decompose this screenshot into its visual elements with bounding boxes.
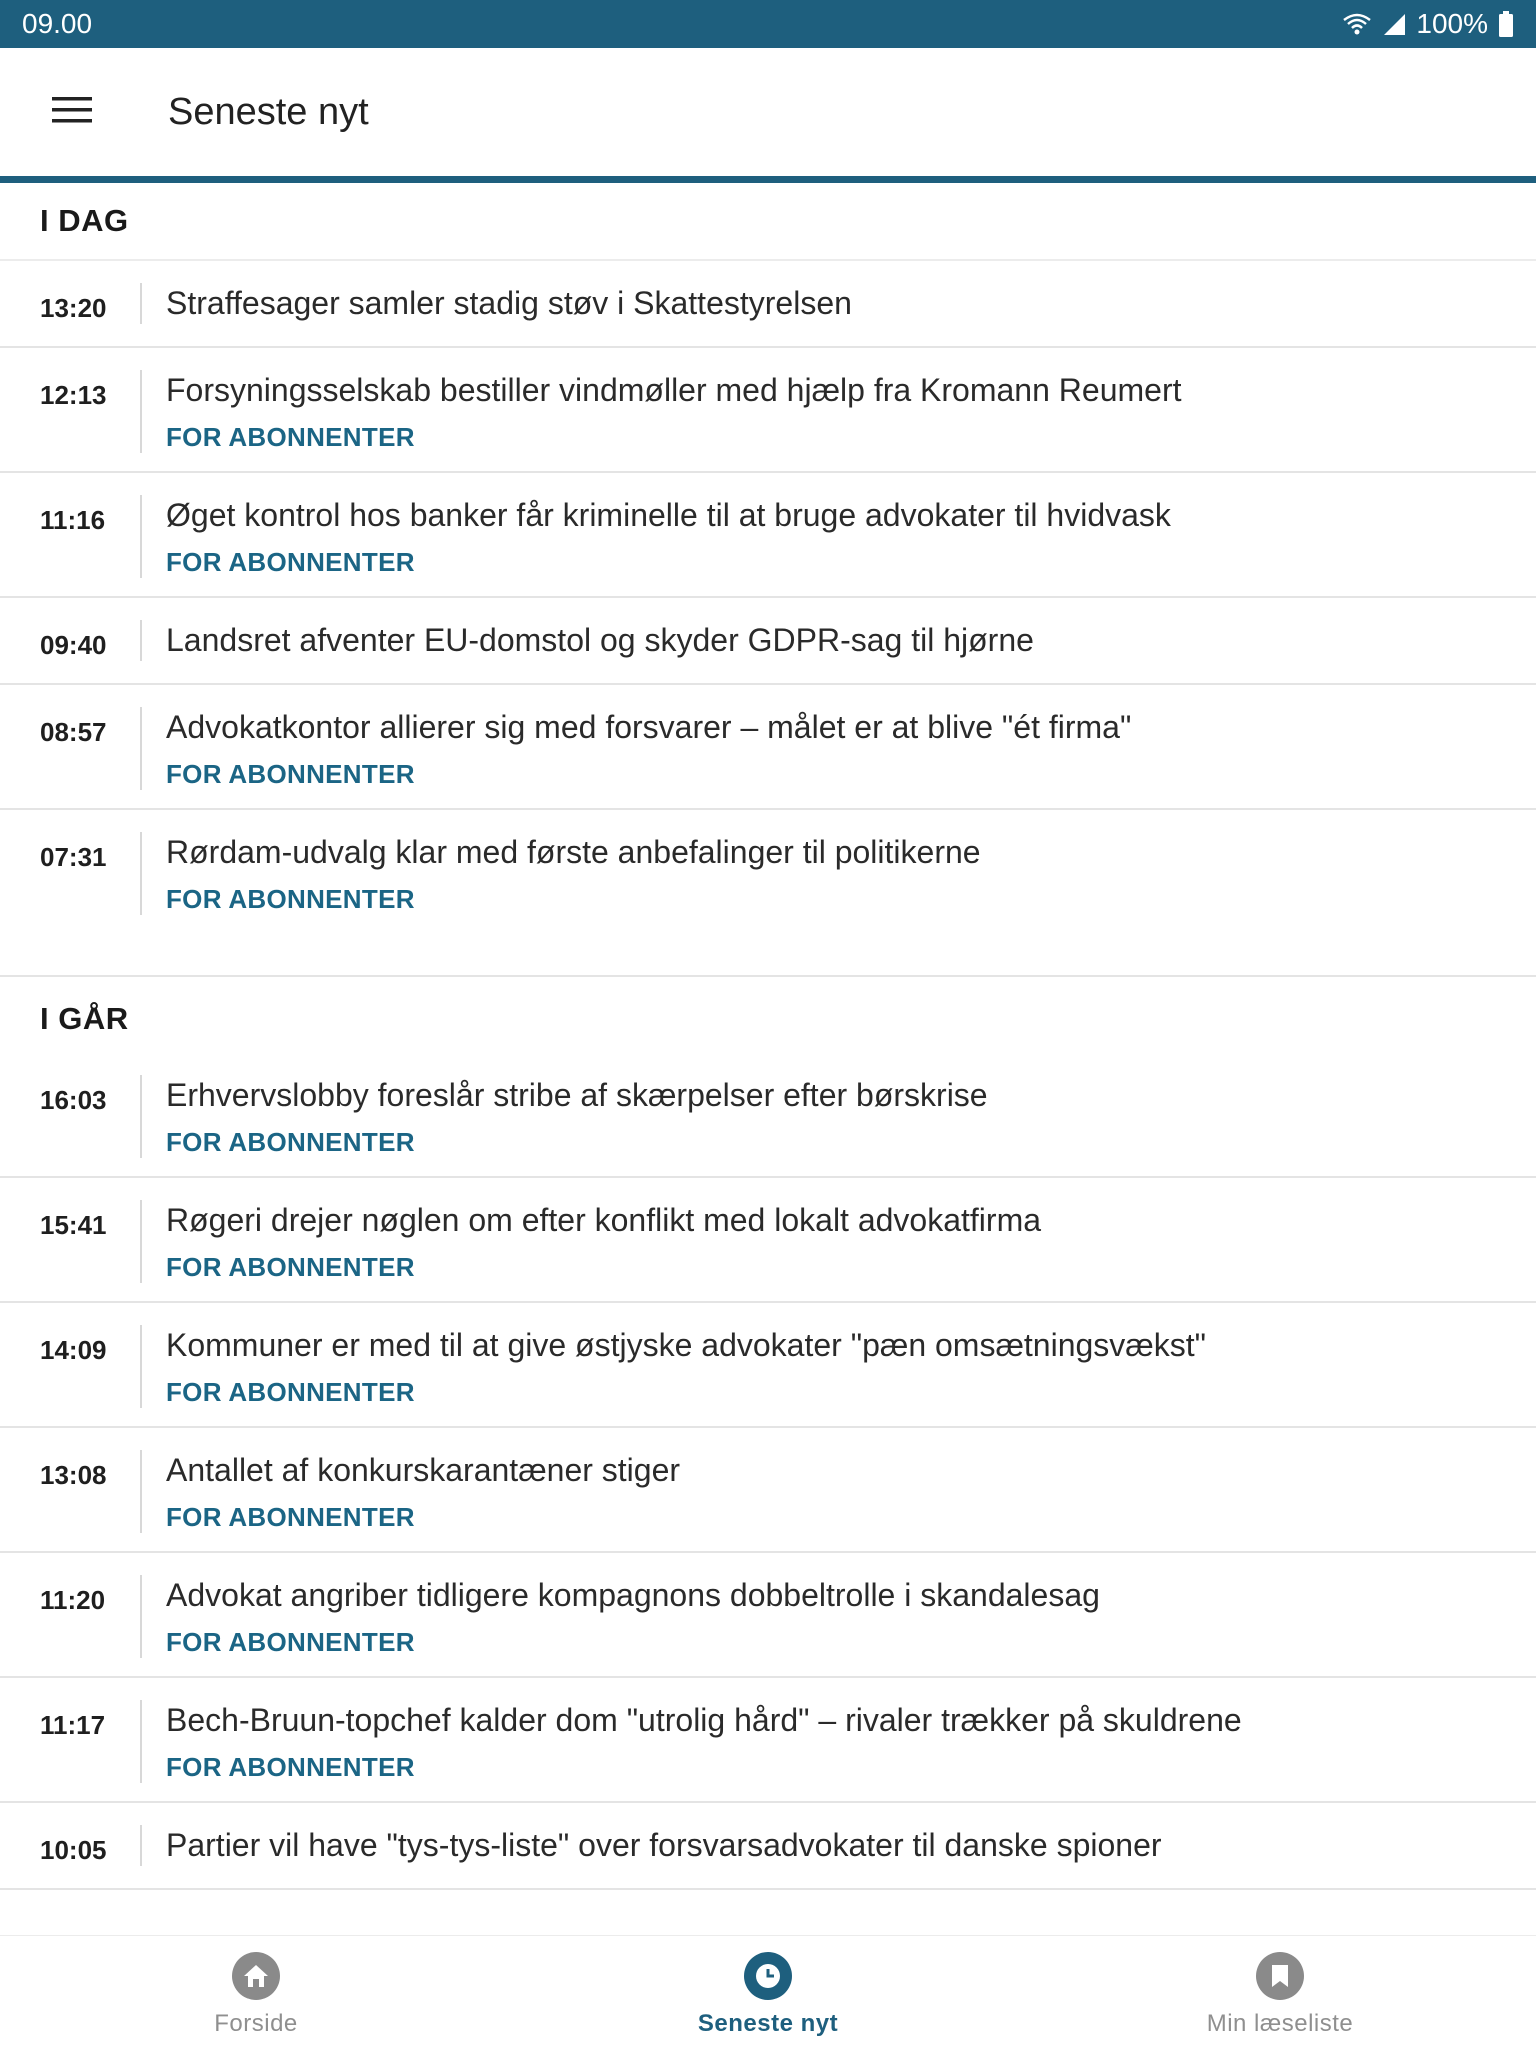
nav-reading-list[interactable]: [1024, 1936, 1536, 2048]
news-headline[interactable]: Advokat angriber tidligere kompagnons dobbeltrolle i skandalesag: [166, 1577, 1100, 1613]
news-time: 16:03: [40, 1085, 107, 1115]
nav-home[interactable]: [0, 1936, 512, 2048]
subscriber-badge: FOR ABONNENTER: [166, 422, 415, 452]
news-row[interactable]: [0, 261, 1536, 348]
section-header-today: I DAG: [0, 183, 1536, 261]
section-header-yesterday: I GÅR: [40, 1001, 129, 1036]
subscriber-badge: FOR ABONNENTER: [166, 1252, 415, 1282]
news-headline[interactable]: Landsret afventer EU-domstol og skyder GDPR-sag til hjørne: [166, 622, 1034, 658]
menu-button[interactable]: [36, 76, 108, 148]
subscriber-badge: FOR ABONNENTER: [166, 1502, 415, 1532]
subscriber-badge: FOR ABONNENTER: [166, 547, 415, 577]
signal-icon: [1382, 12, 1406, 36]
nav-label-latest: Seneste nyt: [697, 2010, 839, 2037]
subscriber-badge: FOR ABONNENTER: [166, 884, 415, 914]
status-bar: [0, 0, 1536, 48]
news-headline[interactable]: Røgeri drejer nøglen om efter konflikt med lokalt advokatfirma: [166, 1202, 1042, 1238]
home-icon: [232, 1952, 280, 2000]
section-divider: [0, 933, 1536, 977]
app-bar-divider: [0, 176, 1536, 183]
subscriber-badge: FOR ABONNENTER: [166, 1627, 415, 1657]
news-headline[interactable]: Forsyningsselskab bestiller vindmøller med hjælp fra Kromann Reumert: [166, 372, 1182, 408]
news-row[interactable]: [0, 1428, 1536, 1553]
news-row[interactable]: [0, 1803, 1536, 1890]
nav-latest[interactable]: [512, 1936, 1024, 2048]
news-headline[interactable]: Rørdam-udvalg klar med første anbefalinger til politikerne: [166, 834, 981, 870]
news-row[interactable]: [0, 1303, 1536, 1428]
bookmark-icon: [1256, 1952, 1304, 2000]
news-headline[interactable]: Bech-Bruun-topchef kalder dom "utrolig hård" – rivaler trækker på skuldrene: [166, 1702, 1242, 1738]
subscriber-badge: FOR ABONNENTER: [166, 1752, 415, 1782]
news-row[interactable]: [0, 1678, 1536, 1803]
clock-icon: [744, 1952, 792, 2000]
news-headline[interactable]: Erhvervslobby foreslår stribe af skærpelser efter børskrise: [166, 1077, 988, 1113]
news-headline[interactable]: Partier vil have "tys-tys-liste" over forsvarsadvokater til danske spioner: [166, 1827, 1162, 1863]
news-feed[interactable]: [0, 183, 1536, 1935]
news-time: 07:31: [40, 842, 107, 872]
status-time: 09.00: [22, 8, 93, 39]
subscriber-badge: FOR ABONNENTER: [166, 759, 415, 789]
news-time: 11:17: [40, 1710, 106, 1740]
news-row[interactable]: [0, 1178, 1536, 1303]
subscriber-badge: FOR ABONNENTER: [166, 1377, 415, 1407]
news-row[interactable]: [0, 810, 1536, 933]
news-headline[interactable]: Øget kontrol hos banker får kriminelle til at bruge advokater til hvidvask: [166, 497, 1171, 533]
news-time: 10:05: [40, 1835, 107, 1865]
app-bar: [0, 48, 1536, 176]
wifi-icon: [1342, 12, 1372, 36]
news-headline[interactable]: Advokatkontor allierer sig med forsvarer – målet er at blive "ét firma": [166, 709, 1132, 745]
news-time: 08:57: [40, 717, 107, 747]
news-time: 11:20: [40, 1585, 106, 1615]
news-time: 14:09: [40, 1335, 107, 1365]
news-row[interactable]: [0, 473, 1536, 598]
news-time: 15:41: [40, 1210, 107, 1240]
battery-percent: 100%: [1416, 8, 1488, 39]
news-time: 11:16: [40, 505, 106, 535]
subscriber-badge: FOR ABONNENTER: [166, 1127, 415, 1157]
bottom-navigation: [0, 1935, 1536, 2048]
news-row[interactable]: [0, 1053, 1536, 1178]
news-row[interactable]: [0, 685, 1536, 810]
news-row[interactable]: [0, 1553, 1536, 1678]
news-time: 12:13: [40, 380, 107, 410]
news-row[interactable]: [0, 598, 1536, 685]
status-icons: [1342, 8, 1514, 40]
hamburger-icon: [52, 96, 92, 129]
page-title: Seneste nyt: [168, 90, 369, 133]
news-headline[interactable]: Antallet af konkurskarantæner stiger: [166, 1452, 681, 1488]
battery-icon: [1498, 11, 1514, 37]
news-time: 13:08: [40, 1460, 107, 1490]
news-time: 13:20: [40, 293, 107, 323]
news-headline[interactable]: Kommuner er med til at give østjyske advokater "pæn omsætningsvækst": [166, 1327, 1206, 1363]
news-time: 09:40: [40, 630, 107, 660]
nav-label-home: Forside: [214, 2010, 298, 2037]
nav-label-reading-list: Min læseliste: [1206, 2010, 1354, 2037]
news-row[interactable]: [0, 348, 1536, 473]
news-headline[interactable]: Straffesager samler stadig støv i Skattestyrelsen: [166, 285, 852, 321]
